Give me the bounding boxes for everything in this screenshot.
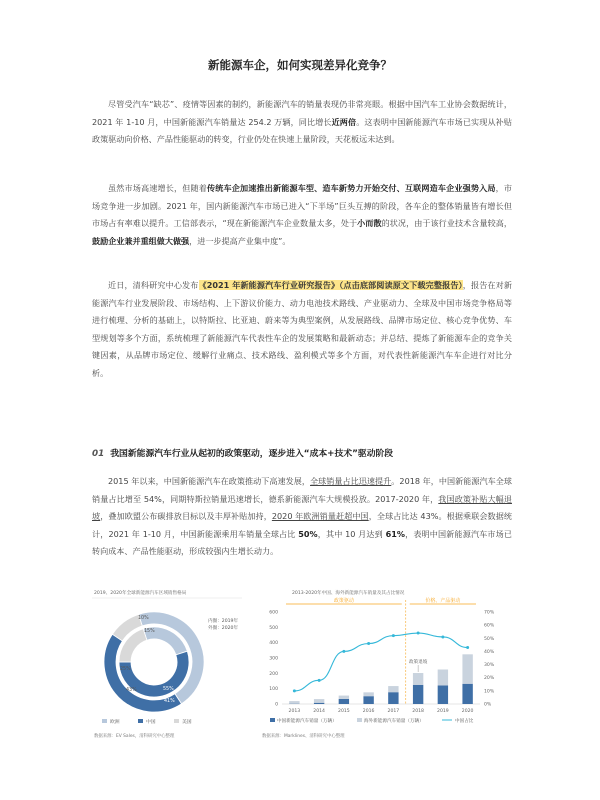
x-tick-label: 2020 [461,709,474,714]
comp-text-c: ，市场竞争进一步加剧。2021 年，国内新能源汽车市场已进入“下半场”巨头互搏的阶段，各车企的整体销量皆有增长但市场占有率难以提升。工信部表示，“现在新能源汽车企业数量太多，处于 [92,183,512,228]
share-point-2018 [417,632,420,635]
donut-legend-swatch [102,719,107,723]
y2-tick-label: 40% [484,649,495,655]
section-number: 01 [92,449,105,459]
comp-text-g: ，进一步提高产业集中度”。 [189,235,291,246]
bar-overseas-2020 [462,654,472,683]
combo-chart-title: 2013-2020年中国、海外新能源汽车销量及其占比情况 [292,591,405,596]
phase-label-policy: 政策驱动 [333,598,354,604]
y-tick-label: 200 [269,671,278,677]
y2-tick-label: 30% [484,663,495,669]
section-title: 我国新能源汽车行业从起初的政策驱动，逐步进入“成本+技术”驱动阶段 [110,449,394,459]
donut-label: 15% [144,629,155,634]
share-point-2013 [293,689,296,692]
bar-china-2016 [363,696,373,704]
bar-overseas-2019 [438,670,448,686]
paragraph-intro [92,96,512,149]
comp-text-a: 虽然市场高速增长，但随着 [108,183,207,193]
intro-text-c: 。这表明中国新能源汽车市场已实现从补贴政策驱动向价格、产品性能驱动的转变，行业仍处在快速上量阶段，天花板远未达到。 [92,116,512,144]
paragraph-report [92,277,512,382]
paragraph-market [92,473,512,561]
bar-overseas-2013 [289,701,299,704]
combo-chart-panel [252,586,508,741]
x-tick-label: 2015 [338,709,350,714]
comp-bold-small: 小而散 [357,218,382,228]
bar-china-2015 [339,699,349,704]
y-tick-label: 400 [269,641,278,647]
donut-label: 41% [164,699,175,704]
ring-note-outer: 外圈：2020年 [208,626,239,631]
comp-bold-players: 传统车企加速推出新能源车型、造车新势力开始交付、互联网造车企业强势入局 [206,183,496,193]
donut-chart-source: 数据来源：EV Sales，清科研究中心整理 [94,734,175,739]
donut-legend-swatch [174,719,179,723]
paragraph-competition [92,180,512,250]
x-tick-label: 2018 [412,709,424,714]
share-point-2016 [367,642,370,645]
x-tick-label: 2014 [313,709,325,714]
donut-legend-label: 欧洲 [110,720,120,725]
share-point-2019 [441,635,444,638]
legend-swatch-overseas [357,718,362,722]
donut-chart-title: 2019、2020年全球新能源汽车区域销售格局 [94,591,187,596]
bar-overseas-2014 [314,699,324,703]
donut-legend-swatch [138,719,143,723]
donut-label: 10% [138,616,149,621]
bar-china-2018 [413,685,423,704]
phase-label-price: 价格、产品驱动 [425,598,461,604]
bar-overseas-2017 [388,686,398,692]
y-tick-label: 100 [269,687,278,693]
market-text-a: 2015 年以来，中国新能源汽车在政策推动下高速发展， [108,476,311,486]
bar-overseas-2018 [413,673,423,685]
article-title: 新能源车企，如何实现差异化竞争？ [208,58,392,72]
donut-chart [92,586,242,741]
report-text-a: 近日，清科研究中心发布 [108,280,199,290]
comp-text-e: 的状况，由于该行业技术含量较高， [381,218,512,228]
market-text-g: ，全球占比达 43%。根据乘联会数据统计，2021 年 1-10 月，中国新能源乘用车销量全球占比 [92,511,512,539]
legend-label-share: 中国占比 [455,719,474,724]
share-point-2020 [466,646,469,649]
x-tick-label: 2016 [362,709,375,714]
donut-chart-panel [92,586,242,741]
intro-text-a: 尽管受汽车“缺芯”、疫情等因素的制约，新能源汽车的销量表现仍非常亮眼。根据中国汽车工业协会数据统计，2021 年 1-10 月，中国新能源汽车销量达 254.2 万辆，同比增长 [92,99,512,127]
y2-tick-label: 50% [484,636,495,642]
legend-label-china: 中国新能源汽车销量（万辆） [277,719,337,724]
market-underline-europe: 2020 年欧洲销量赶超中国 [271,511,369,521]
share-point-2015 [342,650,345,653]
bar-overseas-2015 [339,696,349,699]
share-point-2014 [318,679,321,682]
market-text-c: 。2018 年，中国新能源汽车全球销量占比增至 54%，同期特斯拉销量迅速增长，德系新能源汽车大规模投放。2017-2020 年， [92,476,512,504]
market-bold-61: 61% [385,528,405,539]
donut-legend-label: 美国 [182,720,192,725]
share-point-2017 [392,634,395,637]
y2-tick-label: 60% [484,623,495,629]
y2-tick-label: 20% [484,676,495,682]
bar-china-2020 [462,684,472,704]
combo-chart-body [269,597,495,724]
intro-bold-growth: 近两倍 [331,116,357,127]
bar-china-2017 [388,692,398,704]
y-tick-label: 600 [269,610,278,616]
market-underline-share: 全球销量占比迅速提升 [310,476,392,486]
y-tick-label: 500 [269,625,278,631]
section-heading [92,446,522,459]
donut-label: 25% [120,667,131,672]
y2-tick-label: 10% [484,689,495,695]
donut-rings [104,612,204,712]
market-text-e: ，叠加欧盟公布碳排放目标以及丰厚补贴加持， [100,511,272,521]
annotation-policy-cut: 政策退坡 [408,660,428,665]
donut-legend [102,718,192,725]
market-underline-subsidy: 我国政策补贴大幅退坡 [92,493,512,521]
bar-overseas-2016 [363,692,373,696]
y2-tick-label: 0% [484,702,492,708]
comp-bold-merge: 鼓励企业兼并重组做大做强 [92,235,190,246]
x-tick-label: 2013 [288,709,301,714]
legend-label-overseas: 海外新能源汽车销量（万辆） [364,719,424,724]
y-tick-label: 300 [269,656,278,662]
market-bold-50: 50% [298,528,318,539]
combo-chart-source: 数据来源：Marklines、清科研究中心整理 [262,734,345,739]
market-text-i: ，其中 10 月达到 [317,528,386,539]
bar-china-2019 [438,685,448,704]
y-tick-label: 0 [275,702,278,708]
report-link[interactable] [199,280,463,290]
donut-label: 43% [126,688,137,693]
report-link-text[interactable]: 《2021 年新能源汽车行业研究报告》（点击底部阅读原文下载完整报告） [198,280,463,290]
donut-label: 55% [163,687,174,692]
ring-note-inner: 内圈：2019年 [208,619,239,624]
market-text-k: ，表明中国新能源汽车市场已转向成本、产品性能驱动，形成较强内生增长动力。 [92,528,512,556]
x-tick-label: 2017 [387,709,400,714]
report-text-c: ，报告在对新能源汽车行业发展阶段、市场结构、上下游议价能力、动力电池技术路线、产业驱动力、全球及中国市场竞争格局等进行梳理、分析的基础上，以特斯拉、比亚迪、蔚来等为典型案例，从发展路线、品牌市场定位、核心竞争优势、车型规划等多个方面，系统梳理了新能源汽车代表性车企的发展策略和最新动态；并总结、提炼了新能源车企的竞争关键因素，从品牌市场定位、缓解行业痛点、技术路线、盈利模式等多个方面，对代表性新能源汽车车企进行对比分析。 [92,280,512,378]
x-tick-label: 2019 [437,709,449,714]
y2-tick-label: 70% [484,610,495,616]
legend-swatch-china [270,718,275,722]
bar-china-2014 [314,703,324,704]
donut-legend-label: 中国 [146,720,156,725]
combo-chart [252,586,508,741]
